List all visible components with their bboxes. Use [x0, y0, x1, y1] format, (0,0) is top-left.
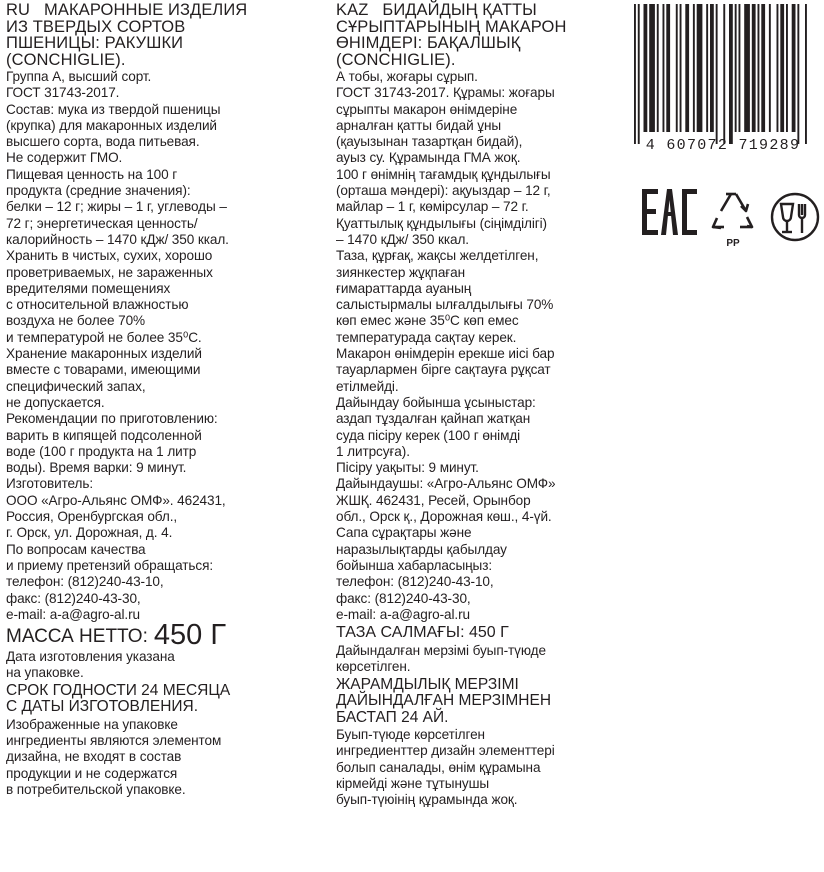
kz-shelf-life: ЖАРАМДЫЛЫҚ МЕРЗІМІ ДАЙЫНДАЛҒАН МЕРЗІМНЕН БАСТАП 24 АЙ. — [336, 675, 552, 726]
barcode-bars — [634, 4, 807, 144]
ru-net-weight — [6, 619, 326, 652]
barcode-bar — [693, 4, 695, 132]
barcode-bar — [761, 4, 765, 132]
barcode-bar — [676, 4, 678, 132]
ru-disclaimer: Изображенные на упаковке ингредиенты являются элементом дизайна, не входят в состав продукции и не содержатся в потребительской упаковке. — [6, 716, 222, 797]
barcode-bar — [752, 4, 756, 132]
barcode-bar — [710, 4, 714, 132]
barcode-bar — [792, 4, 796, 132]
barcode-bar — [780, 4, 784, 132]
barcode-bar — [797, 4, 799, 144]
barcode-bar — [769, 4, 771, 132]
barcode-bar — [657, 4, 659, 132]
barcode-bar — [786, 4, 788, 132]
barcode-bar — [634, 4, 636, 144]
ru-body: Группа А, высший сорт. ГОСТ 31743-2017. Состав: мука из твердой пшеницы (крупка) для макаронных изделий высшего сорта, вода питьевая. Не содержит ГМО. Пищевая ценность на 100 г продукта (средние значения): белки – 12 г; жиры – 1 г, углеводы – 72 г; энергетическая ценность/ калорийность – 1470 кДж/ 350 ккал. Хранить в чистых, сухих, хорошо проветриваемых, не зараженных вредителями помещениях с относительной влажностью воздуха не более 70% и температурой не более 35⁰С. Хранение макаронных изделий вместе с товарами, имеющими специфический запах, не допускается. Рекомендации по приготовлению: варить в кипящей подсоленной воде (100 г продукта на 1 литр воды). Время варки: 9 минут. Изготовитель: ООО «Агро-Альянс ОМФ». 462431, Россия, Оренбургская обл., г. Орск, ул. Дорожная, д. 4. По вопросам качества и приему претензий обращаться: телефон: (812)240-43-10, факс: (812)240-43-30, e-mail: a-a@agro-al.ru — [6, 69, 229, 622]
barcode-bar — [805, 4, 807, 144]
barcode-bar — [716, 4, 718, 144]
recycling-pp-icon — [713, 194, 752, 228]
barcode-bar — [663, 4, 665, 132]
certification-marks — [640, 184, 822, 250]
kz-heading — [336, 2, 636, 68]
barcode-bar — [739, 4, 741, 132]
barcode — [628, 4, 818, 154]
ru-net-value: 450 Г — [153, 619, 227, 652]
kz-title: БИДАЙДЫҢ ҚАТТЫ СҰРЫПТАРЫНЫҢ МАКАРОН ӨНІМДЕРІ: БАҚАЛШЫҚ (CONCHIGLIE). — [336, 1, 567, 69]
barcode-bar — [649, 4, 655, 132]
russian-column — [6, 0, 326, 798]
ru-manufacture-date-note: Дата изготовления указана на упаковке. — [6, 649, 175, 681]
ru-net-label: МАССА НЕТТО: — [6, 626, 148, 648]
barcode-bar — [666, 4, 670, 132]
barcode-bar — [680, 4, 682, 132]
kz-disclaimer: Буып-түюде көрсетілген ингредиенттер дизайн элементтері болып саналады, өнім құрамына кірмейді және тұтынушы буып-түюінің құрамында жоқ. — [336, 727, 555, 808]
kz-lang-code: KAZ — [336, 1, 369, 19]
food-safe-icon — [772, 194, 818, 240]
barcode-bar — [777, 4, 779, 132]
barcode-digits: 4 607072 719289 — [645, 137, 801, 154]
eac-mark-icon — [642, 189, 697, 235]
barcode-bar — [644, 4, 648, 132]
ru-shelf-life: СРОК ГОДНОСТИ 24 МЕСЯЦА С ДАТЫ ИЗГОТОВЛЕНИЯ. — [6, 681, 231, 716]
ru-lang-code: RU — [6, 1, 31, 19]
barcode-bar — [685, 4, 689, 132]
kz-body: А тобы, жоғары сұрып. ГОСТ 31743-2017. Құрамы: жоғары сұрыпты макарон өнімдеріне арналған қатты бидай ұны (қауызынан тазартқан бидай), ауыз су. Құрамында ГМА жоқ. 100 г өнімнің тағамдық құндылығы (орташа мәндері): ақуыздар – 12 г, майлар – 1 г, көмірсулар – 72 г. Қуаттылық құндылығы (сіңімділігі) – 1470 кДж/ 350 ккал. Таза, құрғақ, жақсы желдетілген, зиянкестер жұқпаған ғимараттарда ауаның салыстырмалы ылғалдылығы 70% көп емес және 35⁰С көп емес температурада сақтау керек. Макарон өнімдерін ерекше иісі бар тауарлармен бірге сақтауға рұқсат етілмейді. Дайындау бойынша ұсыныстар: аздап тұздалған қайнап жатқан суда пісіру керек (100 г өнімді 1 литрсуға). Пісіру уақыты: 9 минут. Дайындаушы: «Агро-Альянс ОМФ» ЖШҚ. 462431, Ресей, Орынбор обл., Орск қ., Дорожная көш., 4-үй. Сапа сұрақтары және наразылықтарды қабылдау бойынша хабарласыңыз: телефон: (812)240-43-10, факс: (812)240-43-30, e-mail: a-a@agro-al.ru — [336, 69, 556, 622]
barcode-bar — [735, 4, 737, 132]
barcode-bar — [758, 4, 760, 132]
barcode-bar — [638, 4, 640, 144]
ru-title: МАКАРОННЫЕ ИЗДЕЛИЯ ИЗ ТВЕРДЫХ СОРТОВ ПШЕНИЦЫ: РАКУШКИ (CONCHIGLIE). — [6, 1, 248, 69]
barcode-bar — [723, 4, 725, 144]
recycling-code-label: PP — [726, 238, 740, 249]
kz-net-weight: ТАЗА САЛМАҒЫ: 450 Г — [336, 624, 509, 642]
ru-heading — [6, 2, 326, 68]
barcode-bar — [706, 4, 708, 132]
barcode-bar — [744, 4, 750, 132]
barcode-bar — [729, 4, 733, 144]
kazakh-column — [336, 0, 636, 809]
barcode-bar — [697, 4, 703, 132]
kz-manufacture-date-note: Дайындалған мерзімі буып-түюде көрсетілген. — [336, 643, 546, 675]
